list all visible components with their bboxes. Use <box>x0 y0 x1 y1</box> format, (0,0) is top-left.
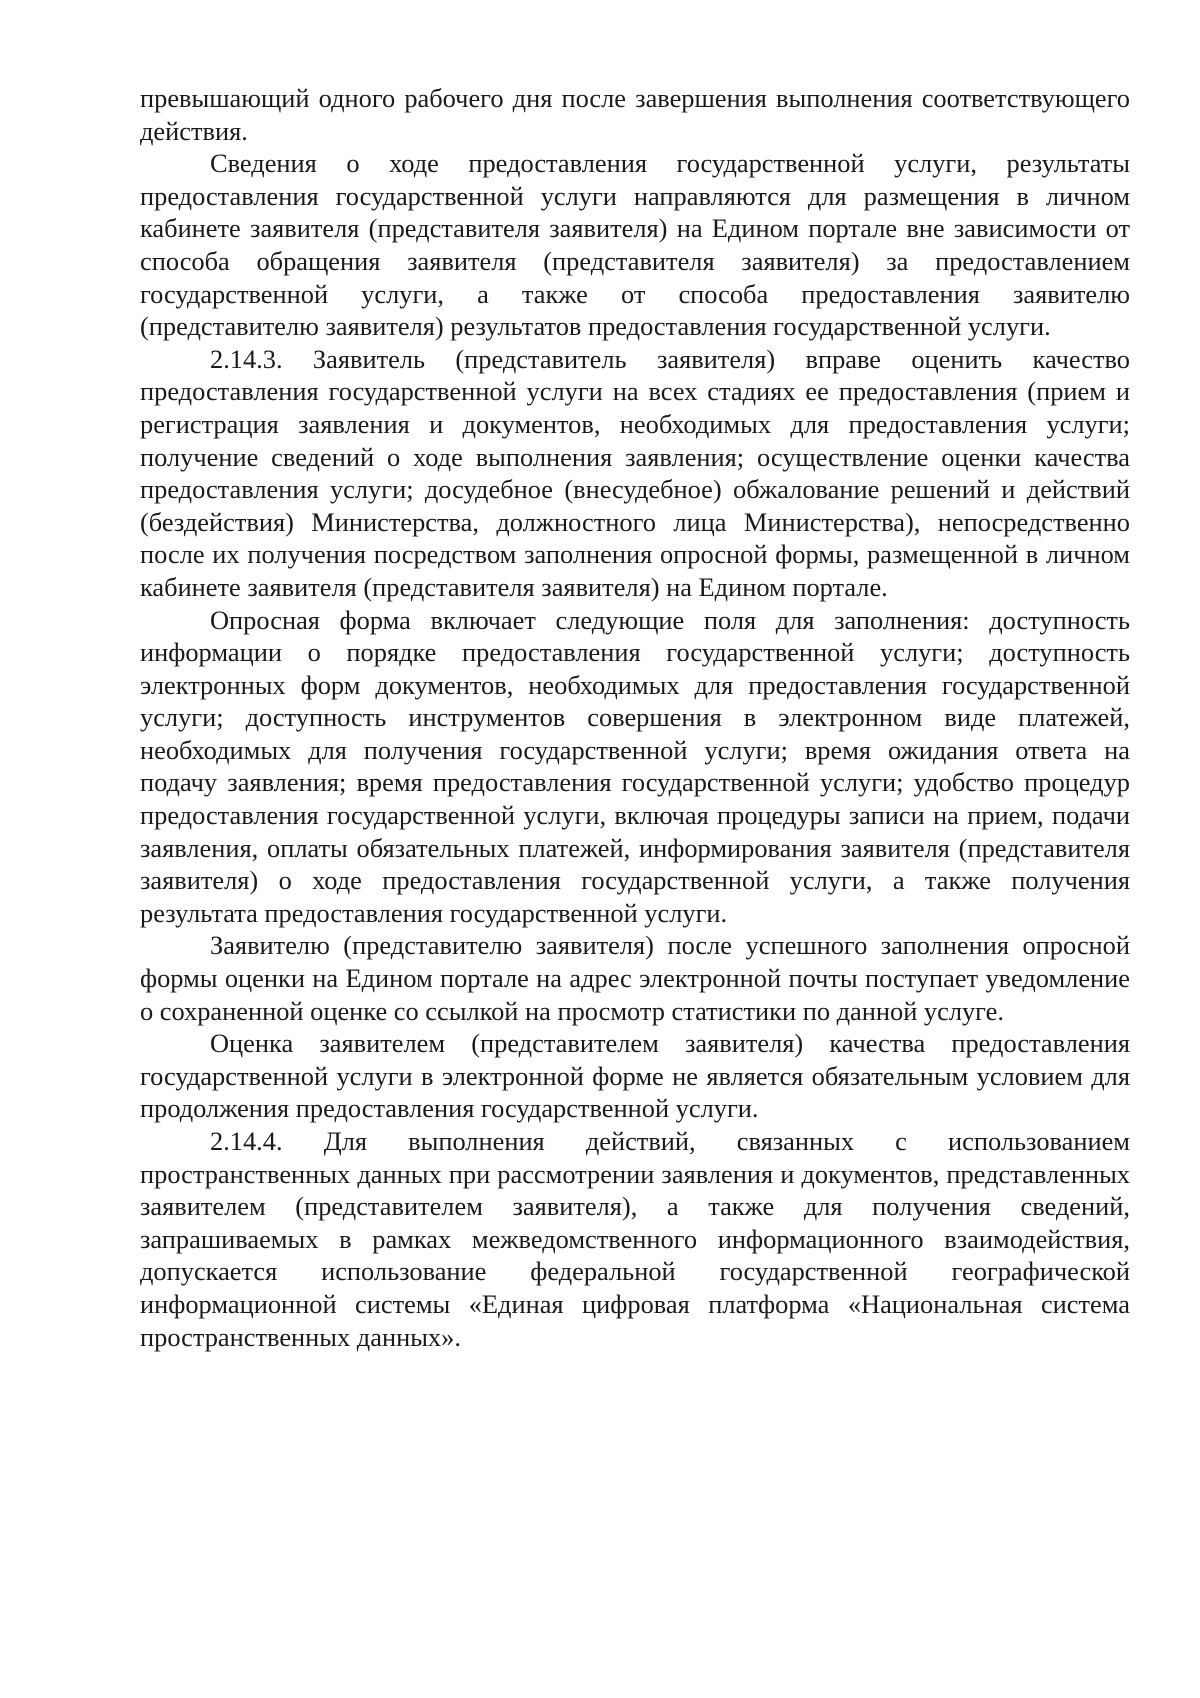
paragraph-survey-form: Опросная форма включает следующие поля для заполнения: доступность информации о порядке предоставления государственной услуги; доступность электронных форм документов, необходимых для предоставления государственной услуги; доступность инструментов совершения в электронном виде платежей, необходимых для получения государственной услуги; время ожидания ответа на подачу заявления; время предоставления государственной услуги; удобство процедур предоставления государственной услуги, включая процедуры записи на прием, подачи заявления, оплаты обязательных платежей, информирования заявителя (представителя заявителя) о ходе предоставления государственной услуги, а также получения результата предоставления государственной услуги. <box>140 604 1130 928</box>
paragraph-notification: Заявителю (представителю заявителя) после успешного заполнения опросной формы оценки на Едином портале на адрес электронной почты поступает уведомление о сохраненной оценке со ссылкой на просмотр статистики по данной услуге. <box>140 930 1130 1026</box>
paragraph-status-info: Сведения о ходе предоставления государственной услуги, результаты предоставления государственной услуги направляются для размещения в личном кабинете заявителя (представителя заявителя) на Едином портале вне зависимости от способа обращения заявителя (представителя заявителя) за предоставлением государственной услуги, а также от способа предоставления заявителю (представителю заявителя) результатов предоставления государственной услуги. <box>140 148 1130 342</box>
document-page <box>140 82 1130 1353</box>
paragraph-2-14-3: 2.14.3. Заявитель (представитель заявителя) вправе оценить качество предоставления государственной услуги на всех стадиях ее предоставления (прием и регистрация заявления и документов, необходимых для предоставления услуги; получение сведений о ходе выполнения заявления; осуществление оценки качества предоставления услуги; досудебное (внесудебное) обжалование решений и действий (бездействия) Министерства, должностного лица Министерства), непосредственно после их получения посредством заполнения опросной формы, размещенной в личном кабинете заявителя (представителя заявителя) на Едином портале. <box>140 343 1130 602</box>
paragraph-optional-evaluation: Оценка заявителем (представителем заявителя) качества предоставления государственной услуги в электронной форме не является обязательным условием для продолжения предоставления государственной услуги. <box>140 1028 1130 1124</box>
paragraph-2-14-4: 2.14.4. Для выполнения действий, связанных с использованием пространственных данных при рассмотрении заявления и документов, представленных заявителем (представителем заявителя), а также для получения сведений, запрашиваемых в рамках межведомственного информационного взаимодействия, допускается использование федеральной государственной географической информационной системы «Единая цифровая платформа «Национальная система пространственных данных». <box>140 1126 1130 1352</box>
paragraph-continuation: превышающий одного рабочего дня после завершения выполнения соответствующего действия. <box>140 83 1130 146</box>
